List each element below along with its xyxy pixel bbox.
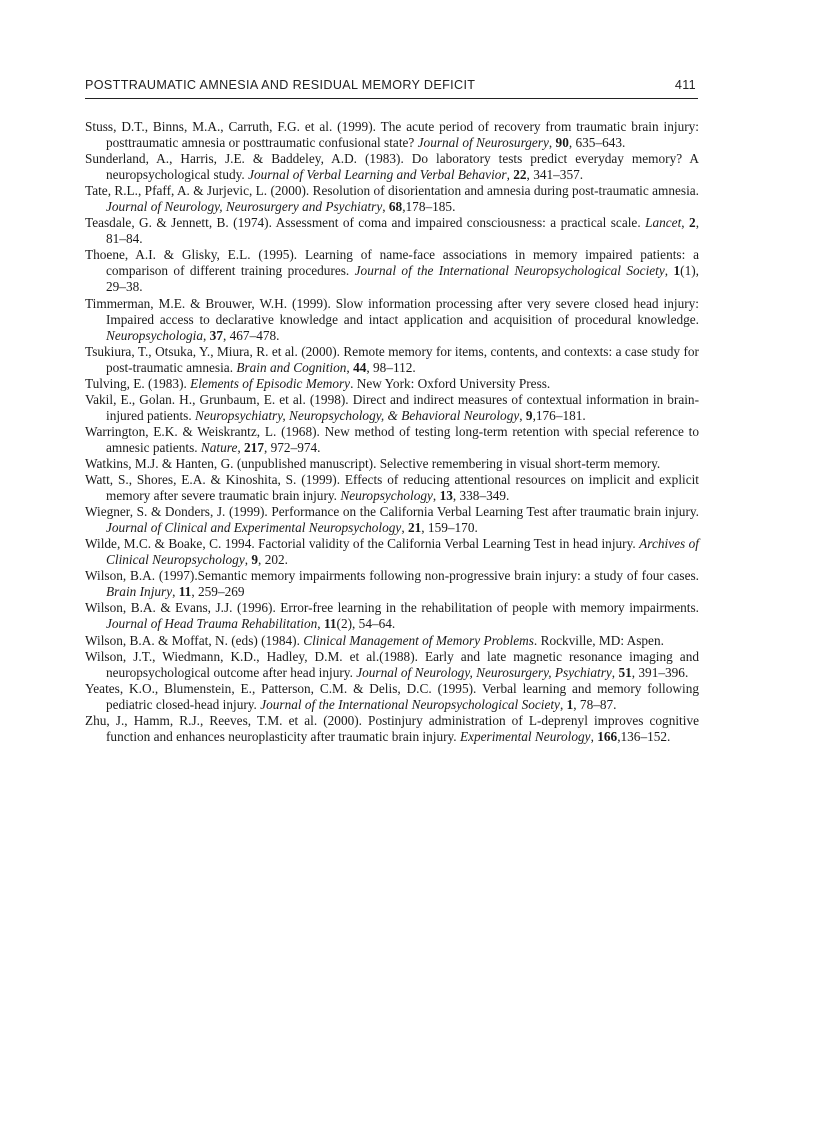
reference-entry: Warrington, E.K. & Weiskrantz, L. (1968). New method of testing long-term retention with special reference to amnesic patients. Nature, 217, 972–974.	[85, 423, 699, 455]
reference-entry: Watt, S., Shores, E.A. & Kinoshita, S. (1999). Effects of reducing attentional resources on implicit and explicit memory after severe traumatic brain injury. Neuropsychology, 13, 338–349.	[85, 472, 699, 504]
reference-entry: Yeates, K.O., Blumenstein, E., Patterson, C.M. & Delis, D.C. (1995). Verbal learning and memory following pediatric closed-head injury. Journal of the International Neuropsychological Society, 1, 78–87.	[85, 680, 699, 712]
reference-entry: Wilson, B.A. & Evans, J.J. (1996). Error-free learning in the rehabilitation of people with memory impairments. Journal of Head Trauma Rehabilitation, 11(2), 54–64.	[85, 600, 699, 632]
reference-list	[85, 119, 699, 745]
page-header	[85, 76, 698, 99]
reference-entry: Tsukiura, T., Otsuka, Y., Miura, R. et al. (2000). Remote memory for items, contents, and contexts: a case study for post-traumatic amnesia. Brain and Cognition, 44, 98–112.	[85, 343, 699, 375]
page-number: 411	[674, 78, 696, 92]
reference-entry: Wilson, J.T., Wiedmann, K.D., Hadley, D.M. et al.(1988). Early and late magnetic resonance imaging and neuropsychological outcome after head injury. Journal of Neurology, Neurosurgery, Psychiatry, 51, 391–396.	[85, 648, 699, 680]
reference-entry: Watkins, M.J. & Hanten, G. (unpublished manuscript). Selective remembering in visual short-term memory.	[85, 455, 661, 471]
reference-entry: Teasdale, G. & Jennett, B. (1974). Assessment of coma and impaired consciousness: a practical scale. Lancet, 2, 81–84.	[85, 215, 700, 247]
reference-entry: Timmerman, M.E. & Brouwer, W.H. (1999). Slow information processing after very severe closed head injury: Impaired access to declarative knowledge and intact application and acquisition of procedural knowledge. Neuropsychologia, 37, 467–478.	[85, 295, 699, 343]
reference-entry: Tulving, E. (1983). Elements of Episodic Memory. New York: Oxford University Press.	[85, 375, 551, 391]
reference-entry: Zhu, J., Hamm, R.J., Reeves, T.M. et al. (2000). Postinjury administration of L-deprenyl improves cognitive function and enhances neuroplasticity after traumatic brain injury. Experimental Neurology, 166,136–152.	[85, 712, 699, 744]
running-title: POSTTRAUMATIC AMNESIA AND RESIDUAL MEMORY DEFICIT	[85, 78, 476, 92]
reference-entry: Wilde, M.C. & Boake, C. 1994. Factorial validity of the California Verbal Learning Test in head injury. Archives of Clinical Neuropsychology, 9, 202.	[85, 536, 699, 568]
reference-entry: Thoene, A.I. & Glisky, E.L. (1995). Learning of name-face associations in memory impaired patients: a comparison of different training procedures. Journal of the International Neuropsychological Society, 1(1), 29–38.	[85, 247, 699, 295]
reference-entry: Vakil, E., Golan. H., Grunbaum, E. et al. (1998). Direct and indirect measures of contextual information in brain-injured patients. Neuropsychiatry, Neuropsychology, & Behavioral Neurology, 9,176–181.	[85, 391, 699, 423]
reference-entry: Wilson, B.A. (1997).Semantic memory impairments following non-progressive brain injury: a study of four cases. Brain Injury, 11, 259–269	[85, 568, 699, 600]
reference-entry: Tate, R.L., Pfaff, A. & Jurjevic, L. (2000). Resolution of disorientation and amnesia during post-traumatic amnesia. Journal of Neurology, Neurosurgery and Psychiatry, 68,178–185.	[85, 183, 699, 215]
reference-entry: Sunderland, A., Harris, J.E. & Baddeley, A.D. (1983). Do laboratory tests predict everyday memory? A neuropsychological study. Journal of Verbal Learning and Verbal Behavior, 22, 341–357.	[85, 151, 699, 183]
reference-entry: Wilson, B.A. & Moffat, N. (eds) (1984). Clinical Management of Memory Problems. Rockville, MD: Aspen.	[85, 632, 664, 648]
reference-entry: Stuss, D.T., Binns, M.A., Carruth, F.G. et al. (1999). The acute period of recovery from traumatic brain injury: posttraumatic amnesia or posttraumatic confusional state? Journal of Neurosurgery, 90, 635–643.	[85, 119, 699, 151]
reference-entry: Wiegner, S. & Donders, J. (1999). Performance on the California Verbal Learning Test after traumatic brain injury. Journal of Clinical and Experimental Neuropsychology, 21, 159–170.	[85, 504, 699, 536]
